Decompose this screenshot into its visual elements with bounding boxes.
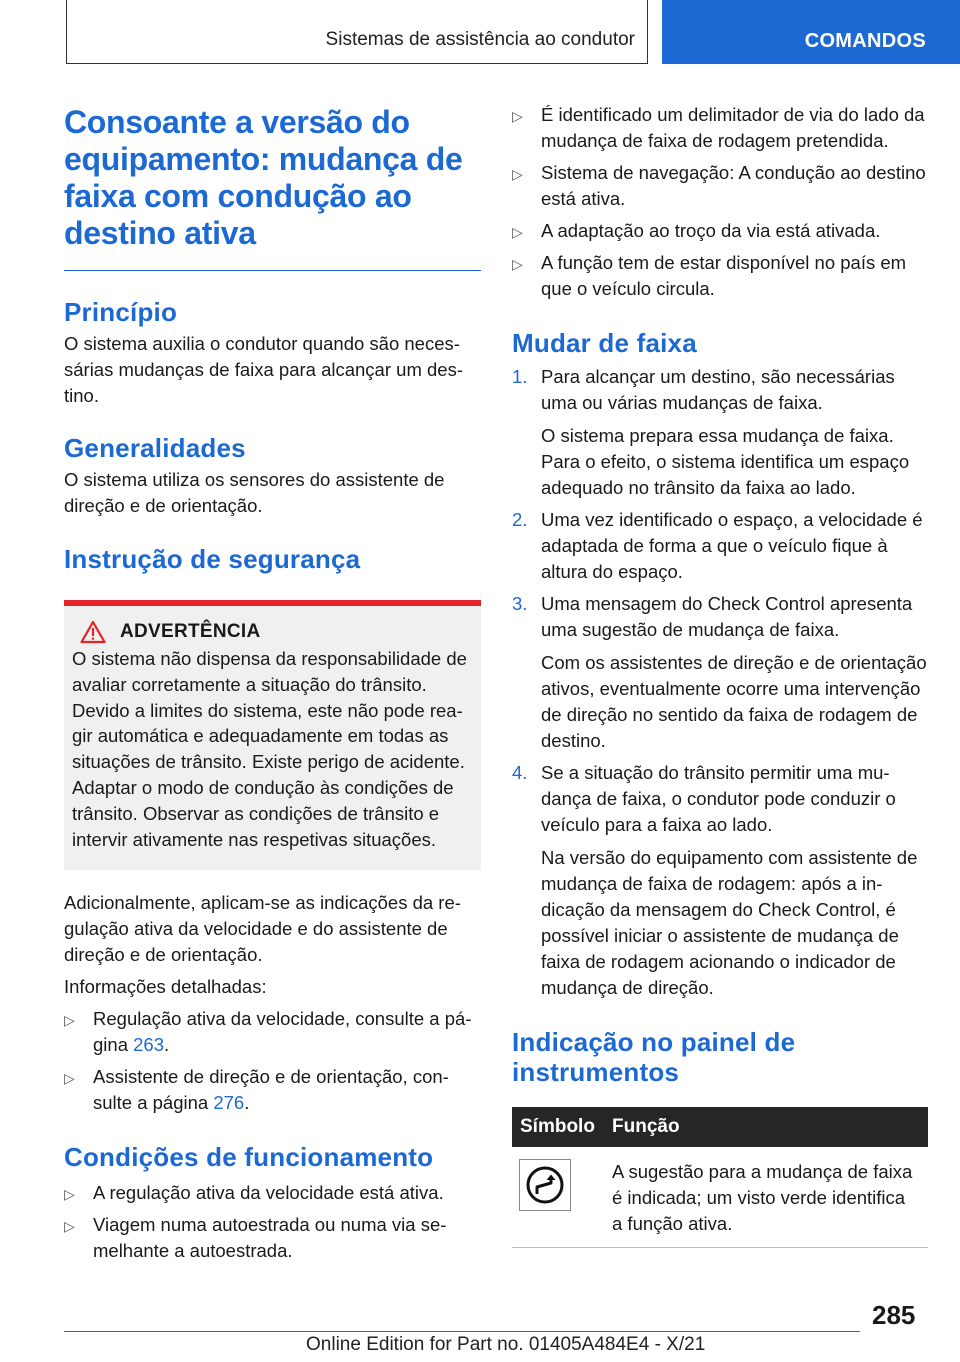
general-heading: Generalidades	[64, 433, 246, 463]
symbol-table	[512, 1107, 928, 1248]
conditions-heading: Condições de funcionamento	[64, 1142, 434, 1173]
list-item: ▷ É identificado um delimitador de via do lado da mudança de faixa de rodagem pretendida.	[512, 104, 925, 151]
column-header-symbol: Símbolo	[512, 1107, 604, 1147]
conditions-list-continued	[512, 102, 928, 302]
list-item: ▷ A adaptação ao troço da via está ativada.	[512, 218, 928, 244]
warning-text-1: O sistema não dispensa da responsabilidade de avaliar corretamente a situação do trânsito. Devido a limites do sistema, este não pode reagir automática e adequadamente em todas as situações de trânsito. Existe perigo de acidente.	[72, 648, 467, 773]
safety-heading: Instrução de segurança	[64, 544, 361, 574]
warning-triangle-icon	[80, 620, 106, 644]
list-item: ▷ Viagem numa autoestrada ou numa via semelhante a autoestrada.	[64, 1214, 447, 1262]
bullet-triangle-icon: ▷	[64, 1186, 75, 1203]
page-title: Consoante a versão do equipamento: mudança de faixa com condução ao destino ativa	[64, 104, 463, 251]
header-chapter-tab	[662, 0, 960, 64]
general-text: O sistema utiliza os sensores do assistente de direção e de orientação.	[64, 469, 445, 516]
page-link-276[interactable]: 276	[213, 1092, 245, 1114]
details-label: Informações detalhadas:	[64, 976, 267, 998]
column-header-function: Função	[604, 1107, 928, 1147]
step-item: 4. Se a situação do trânsito permitir uma mudança de faixa, o condutor pode conduzir o veículo para a faixa ao lado. Na versão do equipamento com assistente de mudança de faixa de rodagem: após a indicação da mensagem do Check Control, é possível iniciar o assistente de mudança de faixa de rodagem acionando o indicador de mudança de direção.	[512, 762, 918, 998]
bullet-triangle-icon: ▷	[512, 166, 523, 182]
list-item: ▷ Regulação ativa da velocidade, consulte a página 263.	[64, 1008, 472, 1056]
table-row	[512, 1147, 928, 1248]
header-section-box	[66, 0, 648, 64]
step-item: 2. Uma vez identificado o espaço, a velocidade é adaptada de forma a que o veículo fique à altura do espaço.	[512, 509, 923, 582]
lane-change-steps	[512, 364, 928, 1001]
bullet-triangle-icon: ▷	[512, 224, 523, 240]
list-item: ▷ A regulação ativa da velocidade está ativa.	[64, 1180, 481, 1206]
additional-text: Adicionalmente, aplicam-se as indicações da regulação ativa da velocidade e do assistente de direção e de orientação.	[64, 892, 461, 966]
header-chapter-title: COMANDOS	[804, 30, 926, 52]
warning-label: ADVERTÊNCIA	[120, 621, 261, 642]
title-divider	[64, 270, 481, 271]
right-column	[512, 100, 928, 1248]
bullet-triangle-icon: ▷	[512, 256, 523, 272]
page-link-263[interactable]: 263	[133, 1034, 164, 1056]
step-item: 1. Para alcançar um destino, são necessárias uma ou várias mudanças de faixa. O sistema prepara essa mudança de faixa. Para o efeito, o sistema identifica um espaço adequado no trânsito da faixa ao lado.	[512, 366, 910, 498]
conditions-list	[64, 1180, 481, 1264]
lane-change-arrow-icon	[519, 1159, 571, 1211]
details-list	[64, 1006, 481, 1116]
bullet-triangle-icon: ▷	[512, 108, 523, 124]
page-number: 285	[872, 1300, 916, 1330]
footer-divider	[64, 1331, 860, 1332]
step-item: 3. Uma mensagem do Check Control apresenta uma sugestão de mudança de faixa. Com os assistentes de direção e de orientação ativos, eventualmente ocorre uma intervenção de direção no sentido da faixa de rodagem de destino.	[512, 593, 927, 751]
warning-header	[80, 620, 475, 644]
header-section-title: Sistemas de assistência ao condutor	[325, 29, 635, 50]
warning-box	[64, 600, 481, 870]
list-item: ▷ Assistente de direção e de orientação, consulte a página 276.	[64, 1066, 449, 1114]
principle-heading: Princípio	[64, 297, 178, 327]
function-text: A sugestão para a mudança de faixa é indicada; um visto verde identifica a função ativa.	[612, 1161, 913, 1234]
list-item: ▷ A função tem de estar disponível no país em que o veículo circula.	[512, 252, 907, 299]
bullet-triangle-icon: ▷	[64, 1070, 75, 1087]
list-item: ▷ Sistema de navegação: A condução ao destino está ativa.	[512, 162, 926, 209]
footer-edition: Online Edition for Part no. 01405A484E4 - X/21	[306, 1334, 706, 1355]
principle-text: O sistema auxilia o condutor quando são necessárias mudanças de faixa para alcançar um destino.	[64, 333, 463, 406]
lane-change-heading: Mudar de faixa	[512, 328, 697, 358]
bullet-triangle-icon: ▷	[64, 1218, 75, 1235]
bullet-triangle-icon: ▷	[64, 1012, 75, 1029]
left-column	[64, 100, 481, 1264]
display-heading: Indicação no painel de instrumentos	[512, 1027, 796, 1087]
warning-text-2: Adaptar o modo de condução às condições de trânsito. Observar as condições de trânsito e intervir ativamente nas respetivas situações.	[72, 776, 454, 850]
